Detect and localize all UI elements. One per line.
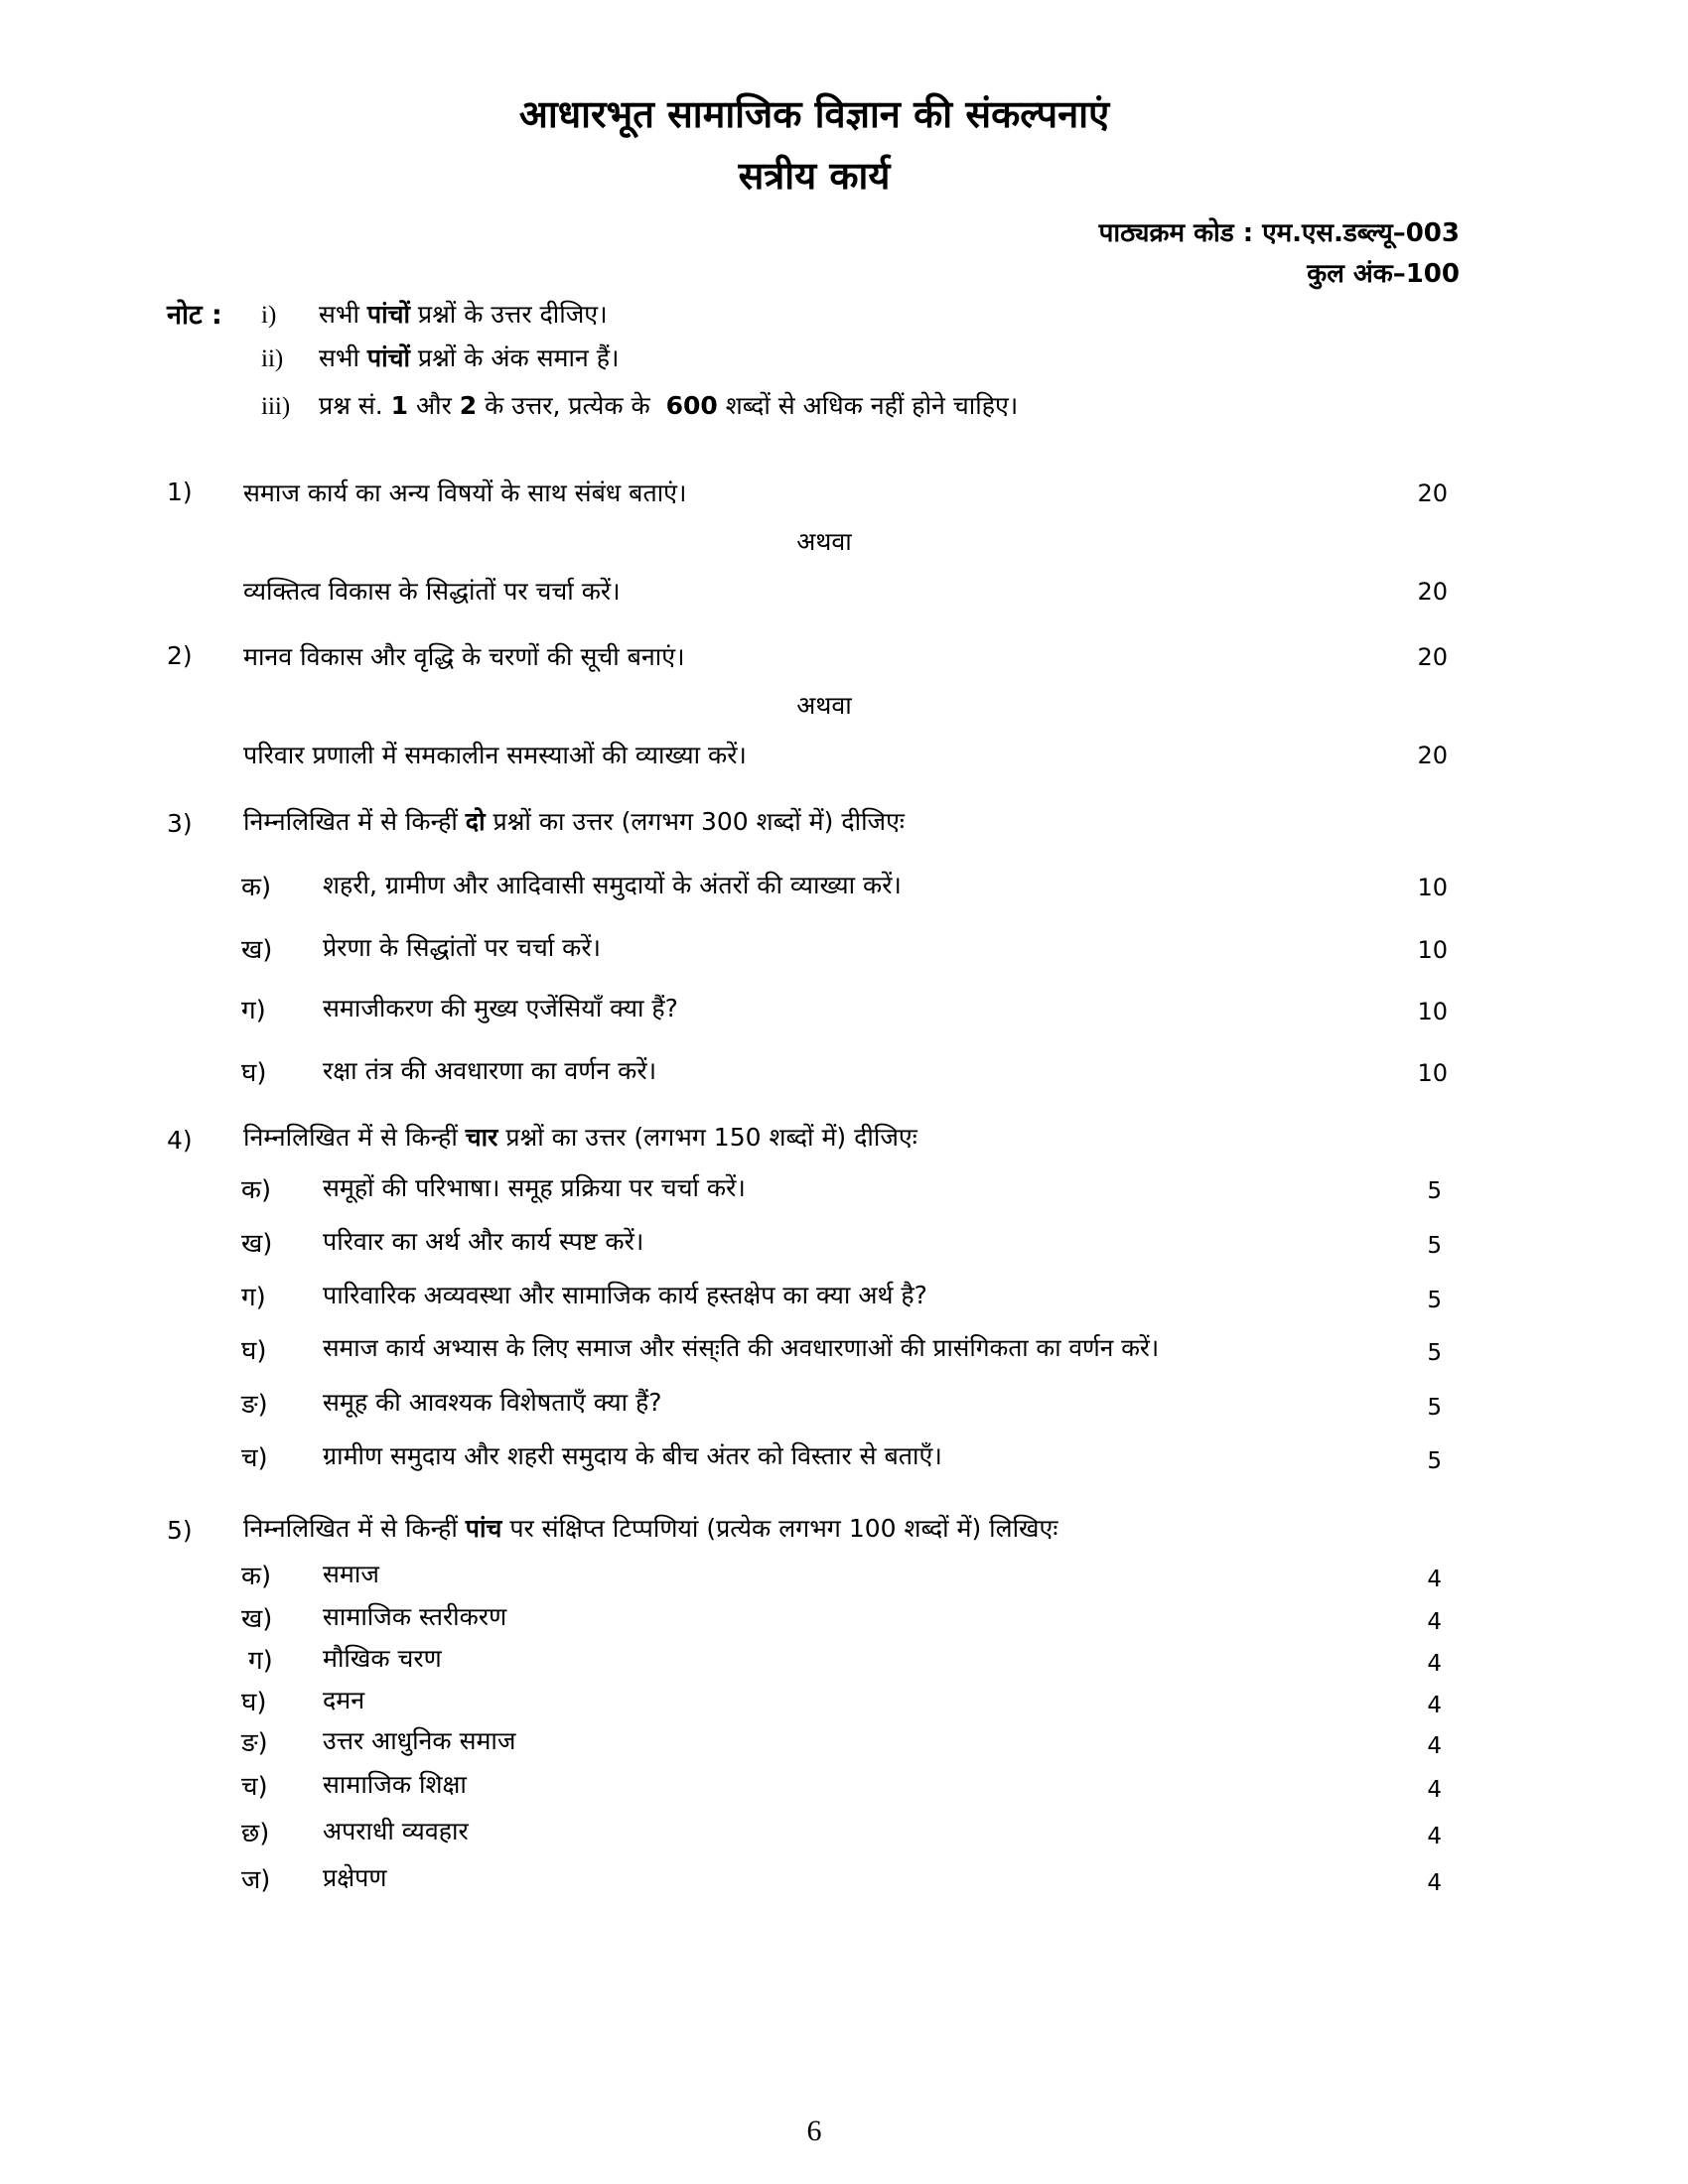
sub-label: घ) [241, 1058, 267, 1088]
or-label: अथवा [796, 527, 852, 556]
short-note-topic: मौखिक चरण [323, 1644, 442, 1673]
sub-question: समूहों की परिभाषा। समूह प्रक्रिया पर चर्चा करें। [323, 1173, 746, 1202]
note-label: नोट : [167, 300, 222, 331]
sub-label: ग) [241, 1283, 266, 1312]
note-number: ii) [261, 345, 284, 372]
page-number: 6 [806, 2115, 822, 2147]
total-marks: कुल अंक–100 [1307, 259, 1460, 289]
marks: 4 [1427, 1693, 1442, 1718]
marks: 4 [1427, 1733, 1442, 1759]
marks: 5 [1427, 1288, 1442, 1313]
sub-label: ख) [241, 935, 273, 965]
question-number: 5) [167, 1516, 193, 1545]
question-text: निम्नलिखित में से किन्हीं चार प्रश्नों का उत्तर (लगभग 150 शब्दों में) दीजिएः [243, 1123, 917, 1152]
marks: 4 [1427, 1824, 1442, 1849]
short-note-topic: समाज [323, 1560, 379, 1588]
marks: 5 [1427, 1395, 1442, 1421]
marks: 4 [1427, 1870, 1442, 1896]
sub-question: समूह की आवश्यक विशेषताएँ क्या हैं? [323, 1388, 662, 1417]
marks: 4 [1427, 1567, 1442, 1592]
or-label: अथवा [796, 691, 852, 720]
marks: 20 [1417, 742, 1448, 769]
marks: 5 [1427, 1233, 1442, 1259]
course-code: पाठ्यक्रम कोड : एम.एस.डब्ल्यू–003 [1098, 218, 1460, 248]
page-title: आधारभूत सामाजिक विज्ञान की संकल्पनाएं [518, 92, 1110, 136]
short-note-topic: अपराधी व्यवहार [323, 1817, 469, 1845]
question-number: 3) [167, 809, 193, 838]
sub-label: छ) [241, 1819, 270, 1848]
sub-label: ज) [241, 1865, 271, 1895]
page-subtitle: सत्रीय कार्य [738, 154, 891, 198]
sub-label: क) [241, 873, 272, 902]
question-text: व्यक्तित्व विकास के सिद्धांतों पर चर्चा करें। [243, 577, 621, 606]
marks: 5 [1427, 1178, 1442, 1204]
sub-label: ग) [241, 996, 266, 1025]
sub-question: शहरी, ग्रामीण और आदिवासी समुदायों के अंतरों की व्याख्या करें। [323, 871, 902, 899]
sub-question: प्रेरणा के सिद्धांतों पर चर्चा करें। [323, 933, 602, 962]
marks: 20 [1417, 578, 1448, 606]
note-number: i) [261, 302, 277, 329]
marks: 4 [1427, 1609, 1442, 1635]
marks: 10 [1417, 998, 1448, 1025]
question-number: 2) [167, 641, 193, 670]
question-number: 4) [167, 1126, 193, 1155]
sub-label: ख) [241, 1229, 273, 1259]
short-note-topic: प्रक्षेपण [323, 1863, 387, 1892]
note-item-1: i) सभी पांचों प्रश्नों के उत्तर दीजिए। [261, 300, 608, 329]
marks: 10 [1417, 1059, 1448, 1087]
question-text: मानव विकास और वृद्धि के चरणों की सूची बनाएं। [243, 642, 685, 671]
short-note-topic: उत्तर आधुनिक समाज [323, 1726, 516, 1755]
marks: 4 [1427, 1777, 1442, 1803]
question-text: समाज कार्य का अन्य विषयों के साथ संबंध बताएं। [243, 478, 687, 507]
marks: 10 [1417, 936, 1448, 964]
marks: 10 [1417, 874, 1448, 901]
sub-question: समाजीकरण की मुख्य एजेंसियाँ क्या हैं? [323, 994, 678, 1023]
marks: 20 [1417, 643, 1448, 671]
sub-label: क) [241, 1562, 272, 1591]
sub-label: च) [241, 1443, 268, 1473]
question-text: निम्नलिखित में से किन्हीं पांच पर संक्षिप्त टिप्पणियां (प्रत्येक लगभग 100 शब्दों में) लिखिएः [243, 1514, 1058, 1543]
note-item-3: iii) प्रश्न सं. 1 और 2 के उत्तर, प्रत्येक के 600 शब्दों से अधिक नहीं होने चाहिए। [261, 391, 1019, 420]
note-number: iii) [261, 393, 291, 420]
question-text: निम्नलिखित में से किन्हीं दो प्रश्नों का उत्तर (लगभग 300 शब्दों में) दीजिएः [243, 807, 905, 836]
sub-label: घ) [241, 1336, 267, 1366]
sub-question: पारिवारिक अव्यवस्था और सामाजिक कार्य हस्तक्षेप का क्या अर्थ है? [323, 1281, 927, 1309]
sub-question: समाज कार्य अभ्यास के लिए समाज और संस्ःति की अवधारणाओं की प्रासंगिकता का वर्णन करें। [323, 1333, 1160, 1362]
short-note-topic: दमन [323, 1686, 365, 1714]
question-number: 1) [167, 478, 193, 506]
sub-label: क) [241, 1175, 272, 1205]
marks: 4 [1427, 1651, 1442, 1677]
marks: 20 [1417, 479, 1448, 507]
sub-question: रक्षा तंत्र की अवधारणा का वर्णन करें। [323, 1056, 657, 1085]
sub-label: घ) [241, 1688, 267, 1717]
sub-label: ग) [248, 1646, 273, 1676]
marks: 5 [1427, 1448, 1442, 1474]
marks: 5 [1427, 1340, 1442, 1366]
note-item-2: ii) सभी पांचों प्रश्नों के अंक समान हैं। [261, 343, 620, 372]
short-note-topic: सामाजिक स्तरीकरण [323, 1602, 507, 1631]
sub-label: ख) [241, 1604, 273, 1634]
question-text: परिवार प्रणाली में समकालीन समस्याओं की व्याख्या करें। [243, 741, 747, 769]
sub-label: ङ) [241, 1728, 268, 1758]
sub-label: ङ) [241, 1390, 268, 1420]
sub-question: परिवार का अर्थ और कार्य स्पष्ट करें। [323, 1227, 644, 1256]
sub-question: ग्रामीण समुदाय और शहरी समुदाय के बीच अंतर को विस्तार से बताएँ। [323, 1441, 942, 1470]
short-note-topic: सामाजिक शिक्षा [323, 1770, 467, 1799]
sub-label: च) [241, 1772, 268, 1802]
